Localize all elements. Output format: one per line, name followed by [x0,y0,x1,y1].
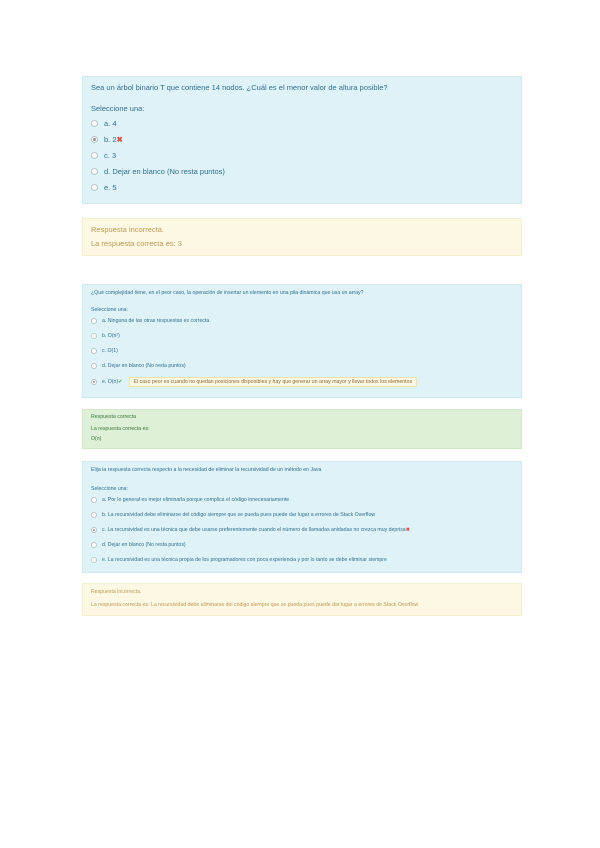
option-explanation: El caso peor es cuando no quedan posiciones disponibles y hay que generar un array mayor y llevar todos los elementos [129,377,418,387]
feedback-status: Respuesta incorrecta. [91,589,142,595]
q3-option-e[interactable]: e. La recursividad es una técnica propia de los programadores con poca experiencia y por lo tanto se debe eliminar siempre [91,557,387,563]
q3-option-c[interactable]: c. La recursividad es una técnica que debe usarse preferentemente cuando el número de llamadas anidadas no crezca muy deprisa ✖ [91,527,410,533]
q3-option-d[interactable]: d. Dejar en blanco (No resta puntos) [91,542,186,548]
question-2-box [82,284,522,398]
radio-button[interactable] [91,348,97,354]
radio-button[interactable] [91,512,97,518]
q1-option-c[interactable]: c. 3 [91,151,116,160]
question-1-box [82,76,522,204]
q3-option-b[interactable]: b. La recursividad debe eliminarse del código siempre que se pueda pues puede dar lugar a errores de Stack Overflow [91,512,375,518]
radio-button-selected[interactable] [91,527,97,533]
radio-button[interactable] [91,152,98,159]
correct-icon: ✔ [118,379,123,385]
q3-option-a[interactable]: a. Por lo general es mejor eliminarla porque complica el código innecesariamente [91,497,289,503]
radio-button[interactable] [91,168,98,175]
q2-option-e[interactable]: e. O(n) ✔ El caso peor es cuando no quedan posiciones disponibles y hay que generar un array mayor y llevar todos los elementos [91,377,417,387]
feedback-answer: La respuesta correcta es: La recursividad debe eliminarse del código siempre que se pueda pues puede dar lugar a errores de Stack Overflow [91,602,419,608]
radio-button[interactable] [91,542,97,548]
radio-button-selected[interactable] [91,379,97,385]
radio-button[interactable] [91,363,97,369]
q2-option-d[interactable]: d. Dejar en blanco (No resta puntos) [91,363,186,369]
feedback-status: Respuesta incorrecta. [91,225,164,234]
question-1-text: Sea un árbol binario T que contiene 14 nodos. ¿Cuál es el menor valor de altura posible? [91,83,388,92]
feedback-status: Respuesta correcta [91,414,136,420]
radio-button[interactable] [91,333,97,339]
question-2-text: ¿Qué complejidad tiene, en el peor caso, la operación de insertar un elemento en una pila dinámica que usa un array? [91,290,364,296]
q1-option-b[interactable]: b. 2 ✖ [91,135,123,144]
radio-button[interactable] [91,184,98,191]
q2-option-c[interactable]: c. O(1) [91,348,118,354]
radio-button-selected[interactable] [91,136,98,143]
question-3-box [82,461,522,573]
q1-option-d[interactable]: d. Dejar en blanco (No resta puntos) [91,167,225,176]
feedback-answer: La respuesta correcta es: 3 [91,239,182,248]
q2-option-a[interactable]: a. Ninguna de las otras respuestas es correcta [91,318,209,324]
incorrect-icon: ✖ [116,135,123,144]
radio-button[interactable] [91,120,98,127]
question-2-feedback [82,409,522,449]
q2-option-b[interactable]: b. O(n²) [91,333,120,339]
incorrect-icon: ✖ [405,527,411,533]
question-1-feedback [82,218,522,256]
feedback-answer-label: La respuesta correcta es: [91,426,150,432]
radio-button[interactable] [91,497,97,503]
select-one-label: Seleccione una: [91,104,145,113]
radio-button[interactable] [91,557,97,563]
q1-option-e[interactable]: e. 5 [91,183,117,192]
q1-option-a[interactable]: a. 4 [91,119,117,128]
question-3-feedback [82,583,522,616]
radio-button[interactable] [91,318,97,324]
feedback-answer: O(n) [91,436,102,442]
select-one-label: Seleccione una: [91,486,128,492]
select-one-label: Seleccione una: [91,307,128,313]
question-3-text: Elija la respuesta correcta respecto a la necesidad de eliminar la recursividad de un método en Java [91,467,322,473]
